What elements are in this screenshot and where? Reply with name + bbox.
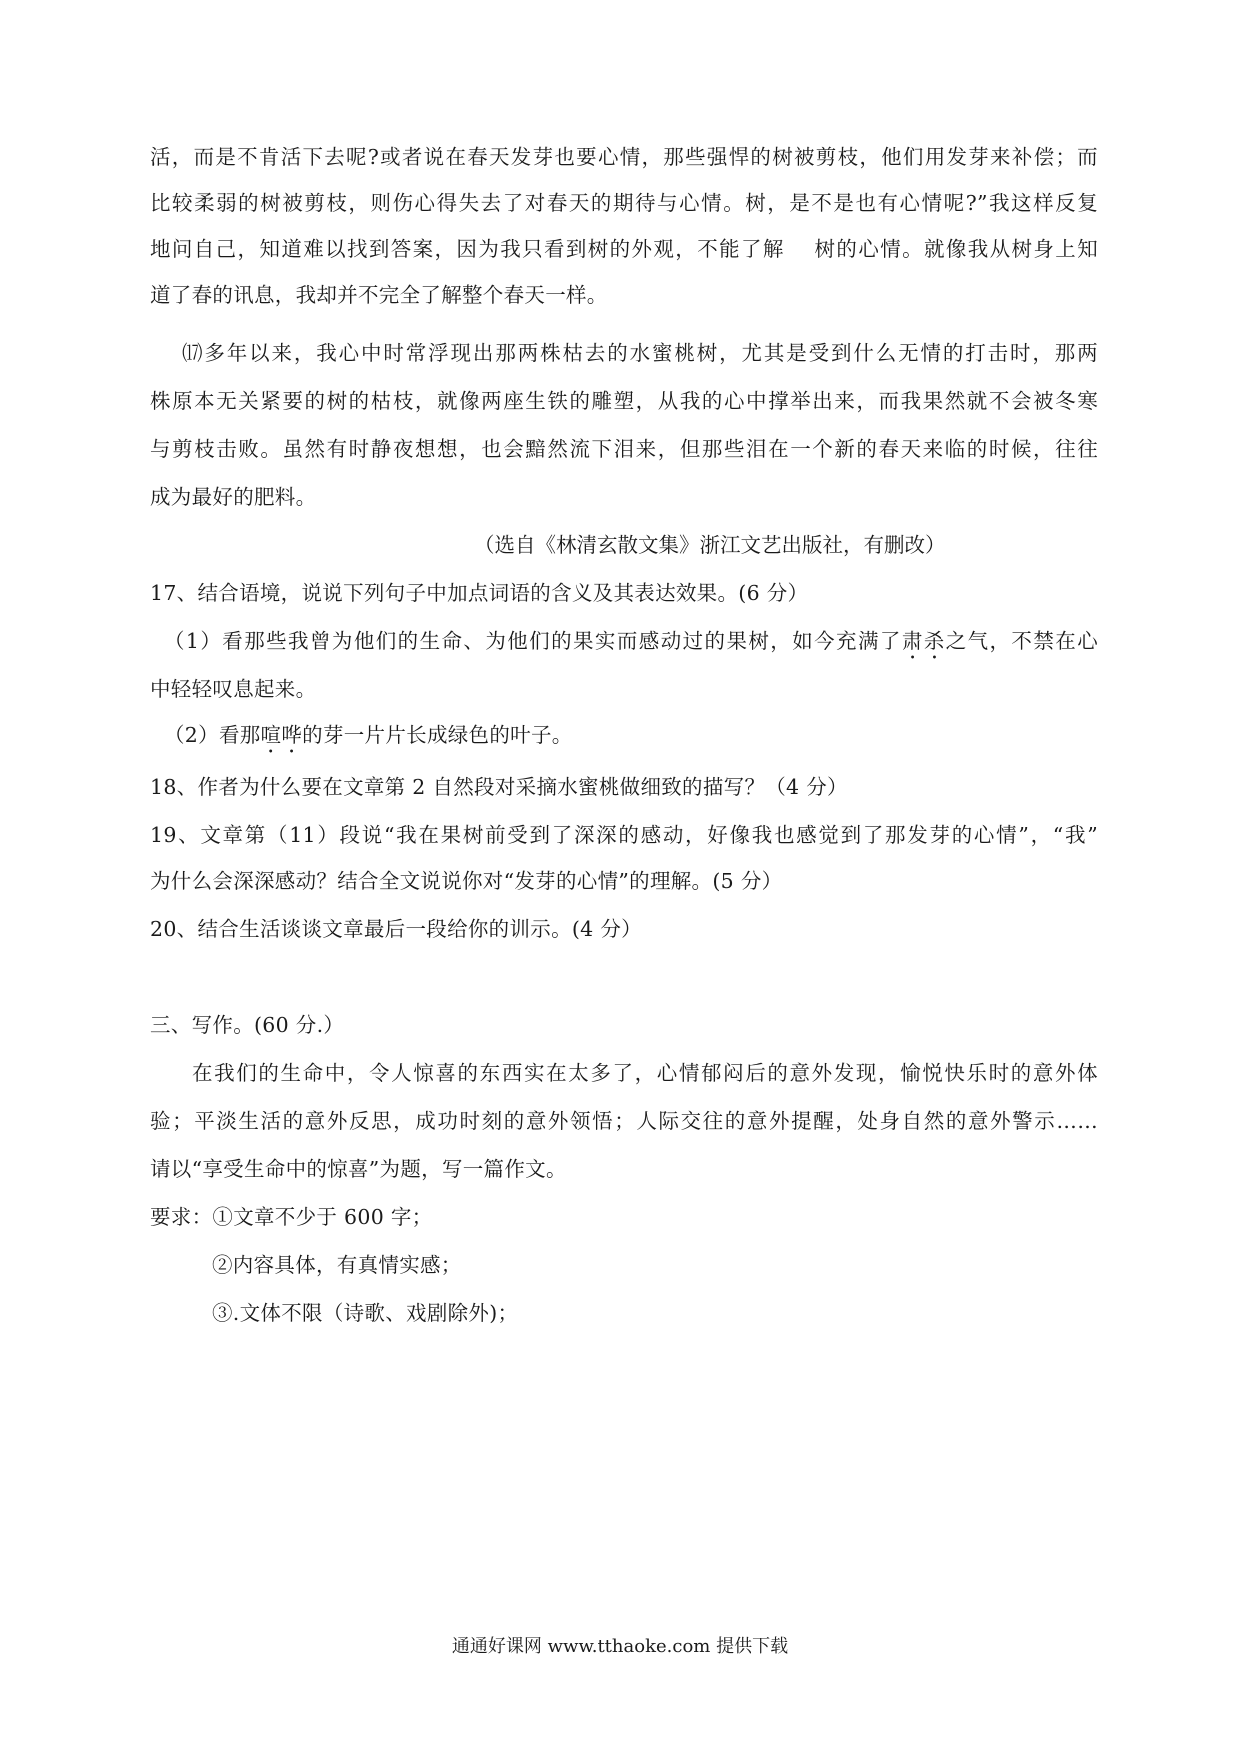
dotted-word-xuanhua: 喧哗 — [260, 723, 303, 747]
passage-citation: （选自《林清玄散文集》浙江文艺出版社，有删改） — [474, 533, 946, 557]
question-17-1 — [164, 624, 1098, 664]
question-18: 18、作者为什么要在文章第 2 自然段对采摘水蜜桃做细致的描写？（4 分） — [150, 775, 848, 799]
passage-p17-line-1: ⒄多年以来，我心中时常浮现出那两株枯去的水蜜桃树，尤其是受到什么无情的打击时，那两 — [182, 341, 1098, 365]
writing-requirement-3: ③.文体不限（诗歌、戏剧除外)； — [212, 1301, 519, 1325]
question-17-2 — [164, 718, 1112, 758]
passage-p17-line-3: 与剪枝击败。虽然有时静夜想想，也会黯然流下泪来，但那些泪在一个新的春天来临的时候，往往 — [150, 437, 1098, 461]
writing-requirement-2: ②内容具体，有真情实感； — [212, 1253, 462, 1277]
passage-p17-line-4: 成为最好的肥料。 — [150, 485, 317, 509]
question-17-2-text-after: 的芽一片片长成绿色的叶子。 — [302, 723, 573, 747]
passage-p16-line-4: 道了春的讯息，我却并不完全了解整个春天一样。 — [150, 283, 608, 307]
writing-requirement-1: 要求：①文章不少于 600 字； — [150, 1205, 433, 1229]
question-17-2-text-before: （2）看那 — [164, 723, 261, 747]
question-17-1-continued: 中轻轻叹息起来。 — [150, 677, 317, 701]
passage-p16-line-1: 活，而是不肯活下去呢?或者说在春天发芽也要心情，那些强悍的树被剪枝，他们用发芽来补偿；而 — [150, 145, 1098, 169]
passage-p16-line-3: 地问自己，知道难以找到答案，因为我只看到树的外观，不能了解 树的心情。就像我从树身上知 — [150, 237, 1098, 261]
question-17-1-text-before: （1）看那些我曾为他们的生命、为他们的果实而感动过的果树，如今充满了 — [164, 629, 902, 653]
writing-prompt-line-3: 请以“享受生命中的惊喜”为题，写一篇作文。 — [150, 1157, 567, 1181]
passage-p17-line-2: 株原本无关紧要的树的枯枝，就像两座生铁的雕塑，从我的心中撑举出来，而我果然就不会被冬寒 — [150, 389, 1098, 413]
page-footer: 通通好课网 www.tthaoke.com 提供下载 — [451, 1636, 789, 1657]
passage-p16-line-2: 比较柔弱的树被剪枝，则伤心得失去了对春天的期待与心情。树，是不是也有心情呢?”我这样反复 — [150, 191, 1098, 215]
question-19-line-2: 为什么会深深感动？结合全文说说你对“发芽的心情”的理解。(5 分） — [150, 869, 783, 893]
question-20: 20、结合生活谈谈文章最后一段给你的训示。(4 分） — [150, 917, 642, 941]
writing-heading: 三、写作。(60 分.） — [150, 1013, 345, 1037]
question-19-line-1: 19、文章第（11）段说“我在果树前受到了深深的感动，好像我也感觉到了那发芽的心情”，“我” — [150, 823, 1098, 847]
question-17-1-text-after: 之气，不禁在心 — [945, 629, 1098, 653]
writing-prompt-line-1: 在我们的生命中，令人惊喜的东西实在太多了，心情郁闷后的意外发现，愉悦快乐时的意外体 — [192, 1061, 1098, 1085]
dotted-word-sushas: 肃杀 — [901, 629, 946, 653]
writing-prompt-line-2: 验；平淡生活的意外反思，成功时刻的意外领悟；人际交往的意外提醒，处身自然的意外警示…… — [150, 1109, 1098, 1133]
question-17: 17、结合语境，说说下列句子中加点词语的含义及其表达效果。(6 分） — [150, 581, 809, 605]
